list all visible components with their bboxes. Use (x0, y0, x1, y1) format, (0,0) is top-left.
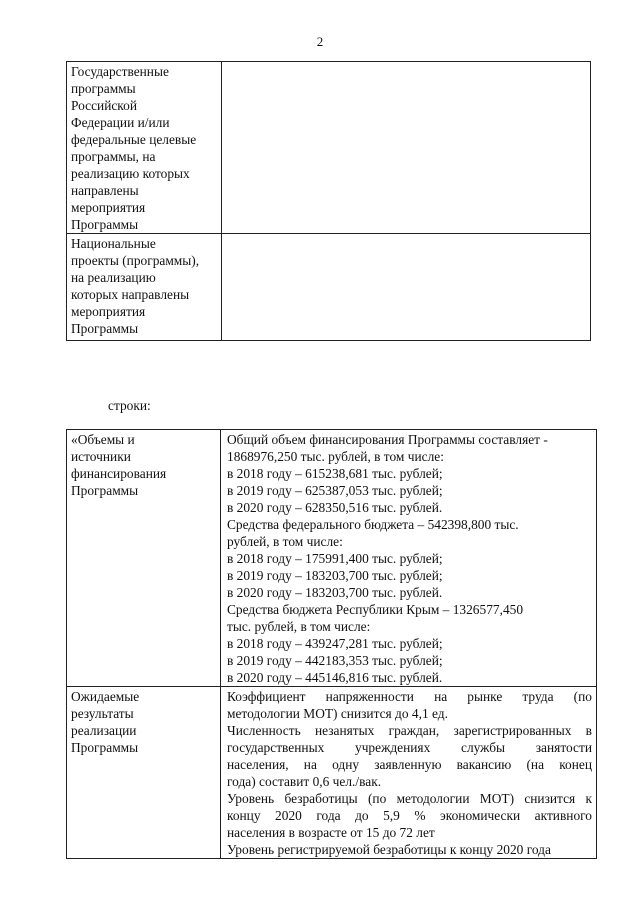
text-line: концу 2020 года до 5,9 % экономически активного (227, 808, 592, 823)
table-row (67, 62, 591, 234)
text-line: года) составит 0,6 чел./вак. (227, 774, 382, 789)
table-row (67, 430, 597, 687)
label-line: Ожидаемые (71, 689, 140, 704)
label-line: Российской (71, 98, 137, 113)
label-line: результаты (71, 706, 134, 721)
funding-results-table (66, 429, 597, 859)
row-label-expected-results (67, 687, 221, 859)
row-value-expected-results (221, 687, 597, 859)
label-line: Программы (71, 217, 139, 232)
strings-label: строки: (108, 398, 151, 413)
label-line: реализации (71, 723, 137, 738)
text-line: государственных учреждениях службы занятости (227, 740, 592, 755)
label-line: источники (71, 449, 131, 464)
label-line: Программы (71, 321, 139, 336)
row-value-funding (221, 430, 597, 687)
label-line: направлены (71, 183, 139, 198)
text-line: населения в возрасте от 15 до 72 лет (227, 825, 435, 840)
text-line: в 2020 году – 183203,700 тыс. рублей. (227, 585, 443, 600)
text-line: в 2019 году – 442183,353 тыс. рублей; (227, 653, 443, 668)
label-line: Программы (71, 483, 139, 498)
text-line: в 2018 году – 175991,400 тыс. рублей; (227, 551, 443, 566)
label-line: проекты (программы), (71, 253, 200, 268)
label-line: Программы (71, 740, 139, 755)
label-line: мероприятия (71, 304, 146, 319)
text-line: населения, на одну заявленную вакансию (на конец (227, 757, 592, 772)
text-line: Общий объем финансирования Программы составляет - (227, 432, 548, 447)
label-line: программы (71, 81, 136, 96)
label-line: федеральные целевые (71, 132, 197, 147)
label-line: которых направлены (71, 287, 190, 302)
text-line: Средства бюджета Республики Крым – 1326577,450 (227, 602, 524, 617)
label-line: Национальные (71, 236, 156, 251)
label-line: Федерации и/или (71, 115, 170, 130)
text-line: в 2019 году – 625387,053 тыс. рублей; (227, 483, 443, 498)
row-label-national-projects (67, 234, 222, 341)
row-label-state-programs (67, 62, 222, 234)
text-line: Уровень регистрируемой безработицы к концу 2020 года (227, 842, 551, 857)
row-label-funding (67, 430, 221, 687)
label-line: реализацию которых (71, 166, 190, 181)
text-line: методологии МОТ) снизится до 4,1 ед. (227, 706, 448, 721)
text-line: в 2018 году – 615238,681 тыс. рублей; (227, 466, 443, 481)
row-value-state-programs (222, 62, 591, 234)
label-line: Государственные (71, 64, 169, 79)
row-value-national-projects (222, 234, 591, 341)
text-line: в 2020 году – 628350,516 тыс. рублей. (227, 500, 443, 515)
page-number: 2 (316, 34, 324, 49)
text-line: Численность незанятых граждан, зарегистрированных в (227, 723, 592, 738)
text-line: в 2019 году – 183203,700 тыс. рублей; (227, 568, 443, 583)
text-line: 1868976,250 тыс. рублей, в том числе: (227, 449, 444, 464)
text-line: в 2020 году – 445146,816 тыс. рублей. (227, 670, 443, 685)
text-line: тыс. рублей, в том числе: (227, 619, 371, 634)
label-line: на реализацию (71, 270, 156, 285)
text-line: в 2018 году – 439247,281 тыс. рублей; (227, 636, 443, 651)
label-line: финансирования (71, 466, 167, 481)
table-row (67, 234, 591, 341)
label-line: «Объемы и (71, 432, 135, 447)
table-row (67, 687, 597, 859)
text-line: Коэффициент напряженности на рынке труда (по (227, 689, 592, 704)
text-line: Уровень безработицы (по методологии МОТ) снизится к (227, 791, 592, 806)
programs-table (66, 61, 591, 341)
label-line: мероприятия (71, 200, 146, 215)
text-line: Средства федерального бюджета – 542398,800 тыс. (227, 517, 519, 532)
label-line: программы, на (71, 149, 156, 164)
text-line: рублей, в том числе: (227, 534, 343, 549)
